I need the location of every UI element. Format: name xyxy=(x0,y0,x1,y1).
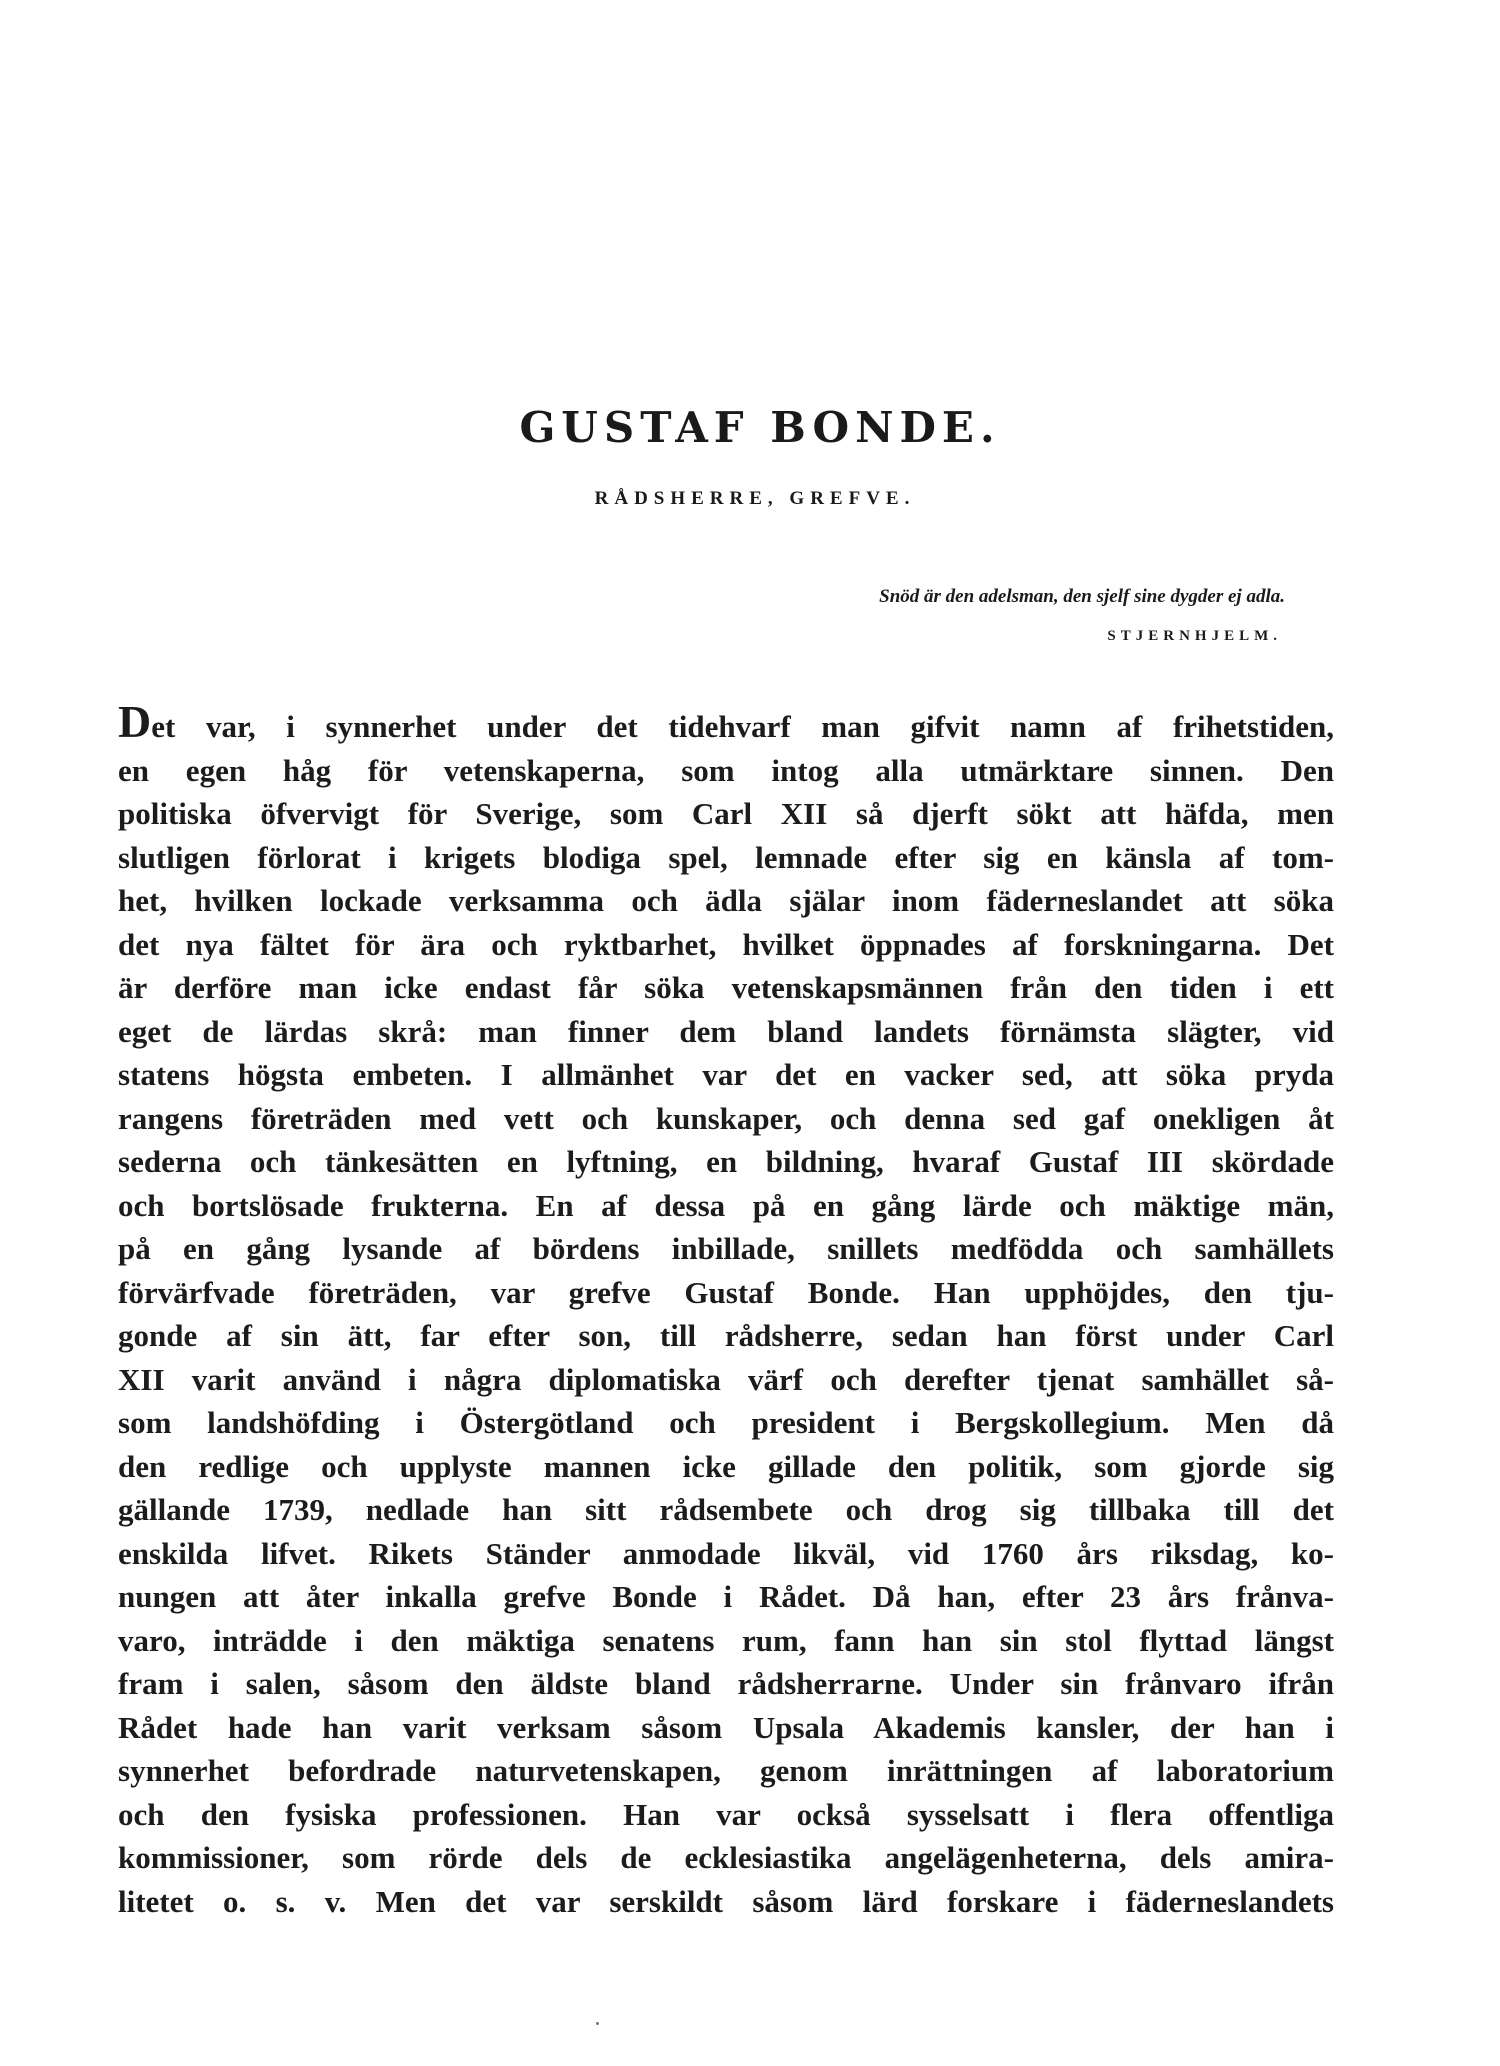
text-line: slutligen förlorat i krigets blodiga spel, lemnade efter sig en känsla af tom- xyxy=(118,839,1334,875)
text-line: är derföre man icke endast får söka vetenskapsmännen från den tiden i ett xyxy=(118,970,1334,1005)
text-line: litetet o. s. v. Men det var serskildt såsom lärd forskare i fäderneslandets xyxy=(118,1883,1334,1919)
text-line: sederna och tänkesätten en lyftning, en bildning, hvaraf Gustaf III skördade xyxy=(118,1144,1334,1179)
text-line: på en gång lysande af bördens inbillade, snillets medfödda och samhällets xyxy=(118,1231,1334,1266)
text-line: fram i salen, såsom den äldste bland rådsherrarne. Under sin frånvaro ifrån xyxy=(118,1666,1334,1701)
page-title: GUSTAF BONDE. xyxy=(519,403,1001,452)
stray-ink-dot xyxy=(596,2022,599,2025)
text-line: och bortslösade frukterna. En af dessa på en gång lärde och mäktige män, xyxy=(118,1187,1334,1223)
text-line: statens högsta embeten. I allmänhet var det en vacker sed, att söka pryda xyxy=(118,1057,1334,1092)
text-line: nungen att åter inkalla grefve Bonde i Rådet. Då han, efter 23 års frånva- xyxy=(118,1579,1334,1614)
text-line: het, hvilken lockade verksamma och ädla själar inom fäderneslandet att söka xyxy=(118,883,1334,918)
body-text xyxy=(118,700,1334,1923)
text-line: kommissioner, som rörde dels de ecklesiastika angelägenheterna, dels amira- xyxy=(118,1840,1334,1875)
drop-cap: D xyxy=(118,700,152,747)
text-line: som landshöfding i Östergötland och president i Bergskollegium. Men då xyxy=(118,1405,1334,1440)
text-line: det nya fältet för ära och ryktbarhet, hvilket öppnades af forskningarna. Det xyxy=(118,926,1334,962)
text-line: enskilda lifvet. Rikets Ständer anmodade likväl, vid 1760 års riksdag, ko- xyxy=(118,1535,1334,1571)
text-line: och den fysiska professionen. Han var också sysselsatt i flera offentliga xyxy=(118,1796,1334,1832)
text-line: förvärfvade företräden, var grefve Gustaf Bonde. Han upphöjdes, den tju- xyxy=(118,1274,1334,1310)
text-line: XII varit använd i några diplomatiska värf och derefter tjenat samhället så- xyxy=(118,1361,1334,1397)
text-line: Rådet hade han varit verksam såsom Upsala Akademis kansler, der han i xyxy=(118,1709,1334,1745)
text-line: synnerhet befordrade naturvetenskapen, genom inrättningen af laboratorium xyxy=(118,1753,1334,1788)
text-line: den redlige och upplyste mannen icke gillade den politik, som gjorde sig xyxy=(118,1448,1334,1484)
epigraph-quote: Snöd är den adelsman, den sjelf sine dygder ej adla. xyxy=(879,586,1285,607)
text-line xyxy=(118,700,1334,749)
text-line-rest: et var, i synnerhet under det tidehvarf man gifvit namn af frihetstiden, xyxy=(151,709,1334,744)
text-line: gonde af sin ätt, far efter son, till rådsherre, sedan han först under Carl xyxy=(118,1318,1334,1353)
text-line: en egen håg för vetenskaperna, som intog alla utmärktare sinnen. Den xyxy=(118,752,1334,788)
text-line: rangens företräden med vett och kunskaper, och denna sed gaf onekligen åt xyxy=(118,1100,1334,1136)
page-subtitle: RÅDSHERRE, GREFVE. xyxy=(594,488,916,509)
text-line: gällande 1739, nedlade han sitt rådsembete och drog sig tillbaka till det xyxy=(118,1492,1334,1527)
text-line: eget de lärdas skrå: man finner dem bland landets förnämsta slägter, vid xyxy=(118,1013,1334,1049)
text-line: varo, inträdde i den mäktiga senatens rum, fann han sin stol flyttad längst xyxy=(118,1622,1334,1658)
text-line: politiska öfvervigt för Sverige, som Carl XII så djerft sökt att häfda, men xyxy=(118,796,1334,831)
epigraph-author: STJERNHJELM. xyxy=(1107,628,1282,644)
